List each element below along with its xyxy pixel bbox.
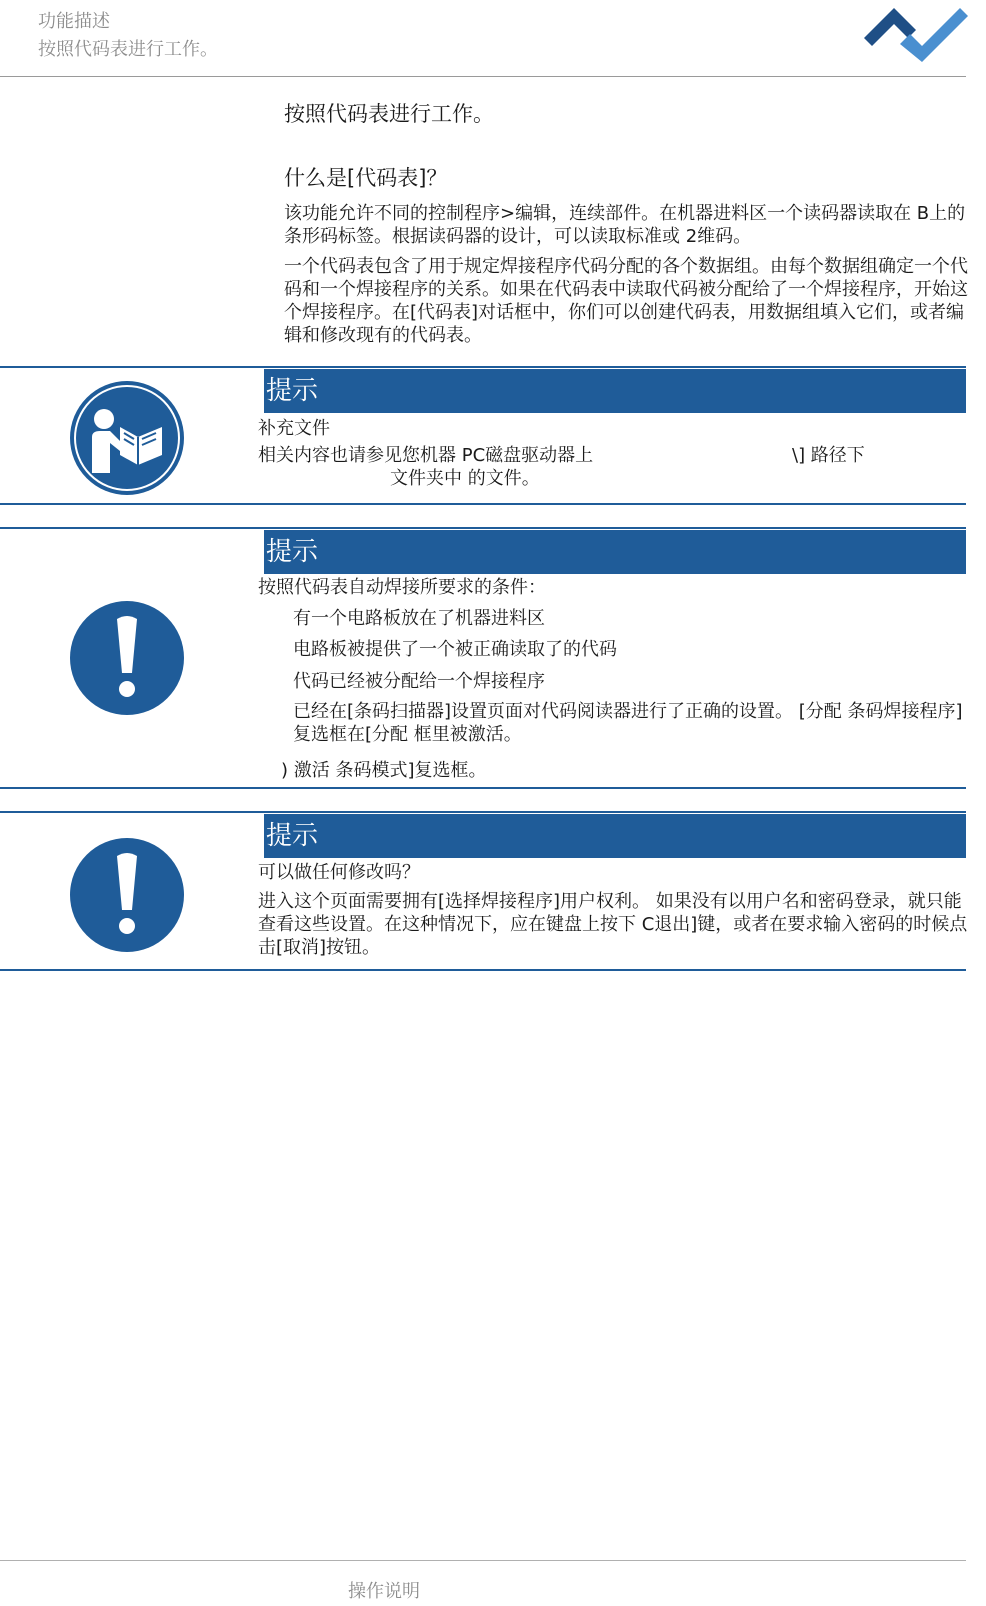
note2-label: 提示 bbox=[264, 530, 966, 574]
note3-label: 提示 bbox=[264, 814, 966, 858]
read-manual-icon bbox=[70, 381, 184, 495]
condition-item-1: 有一个电路板放在了机器进料区 bbox=[293, 608, 545, 629]
note2-subtitle: 按照代码表自动焊接所要求的条件： bbox=[258, 577, 546, 598]
note3-top-rule bbox=[0, 811, 966, 813]
note3-bottom-rule bbox=[0, 969, 966, 971]
note1-bottom-rule bbox=[0, 503, 966, 505]
page-title: 按照代码表进行工作。 bbox=[284, 102, 494, 126]
exclamation-icon bbox=[70, 601, 184, 715]
note1-line1b: \] 路径下 bbox=[792, 445, 865, 466]
note1-subtitle: 补充文件 bbox=[258, 418, 330, 439]
footer-divider bbox=[0, 1560, 966, 1561]
footer-label: 操作说明 bbox=[348, 1581, 420, 1602]
note2-bottom-rule bbox=[0, 787, 966, 789]
condition-footer: ) 激活 条码模式]复选框。 bbox=[281, 760, 487, 781]
intro-paragraph-2: 一个代码表包含了用于规定焊接程序代码分配的各个数据组。由每个数据组确定一个代码和一个焊接程序的关系。如果在代码表中读取代码被分配给了一个焊接程序，开始这个焊接程序。在[代码表]对话框中，你们可以创建代码表，用数据组填入它们，或者编辑和修改现有的代码表。 bbox=[284, 256, 968, 346]
header-divider bbox=[0, 76, 966, 77]
question-heading: 什么是[代码表]？ bbox=[284, 166, 448, 190]
intro-paragraph-1: 该功能允许不同的控制程序>编辑，连续部件。在机器进料区一个读码器读取在 B上的条形码标签。根据读码器的设计，可以读取标准或 2维码。 bbox=[284, 203, 966, 247]
company-logo bbox=[864, 0, 968, 66]
note3-subtitle: 可以做任何修改吗？ bbox=[258, 862, 420, 883]
header-section: 功能描述 bbox=[38, 11, 110, 32]
header-subsection: 按照代码表进行工作。 bbox=[38, 39, 218, 60]
note1-line1a: 相关内容也请参见您机器 PC磁盘驱动器上 bbox=[258, 445, 594, 466]
note1-top-rule bbox=[0, 366, 966, 368]
exclamation-icon bbox=[70, 838, 184, 952]
note2-top-rule bbox=[0, 527, 966, 529]
note1-line2: 文件夹中 的文件。 bbox=[390, 468, 540, 489]
note3-body: 进入这个页面需要拥有[选择焊接程序]用户权利。 如果没有以用户名和密码登录，就只能查看这些设置。在这种情况下，应在键盘上按下 C退出]键，或者在要求输入密码的时候点击[取消]按钮。 bbox=[258, 891, 968, 958]
condition-item-3: 代码已经被分配给一个焊接程序 bbox=[293, 671, 545, 692]
condition-item-2: 电路板被提供了一个被正确读取了的代码 bbox=[293, 639, 617, 660]
note1-label: 提示 bbox=[264, 369, 966, 413]
condition-item-4: 已经在[条码扫描器]设置页面对代码阅读器进行了正确的设置。 [分配 条码焊接程序]复选框在[分配 框里被激活。 bbox=[293, 701, 963, 745]
